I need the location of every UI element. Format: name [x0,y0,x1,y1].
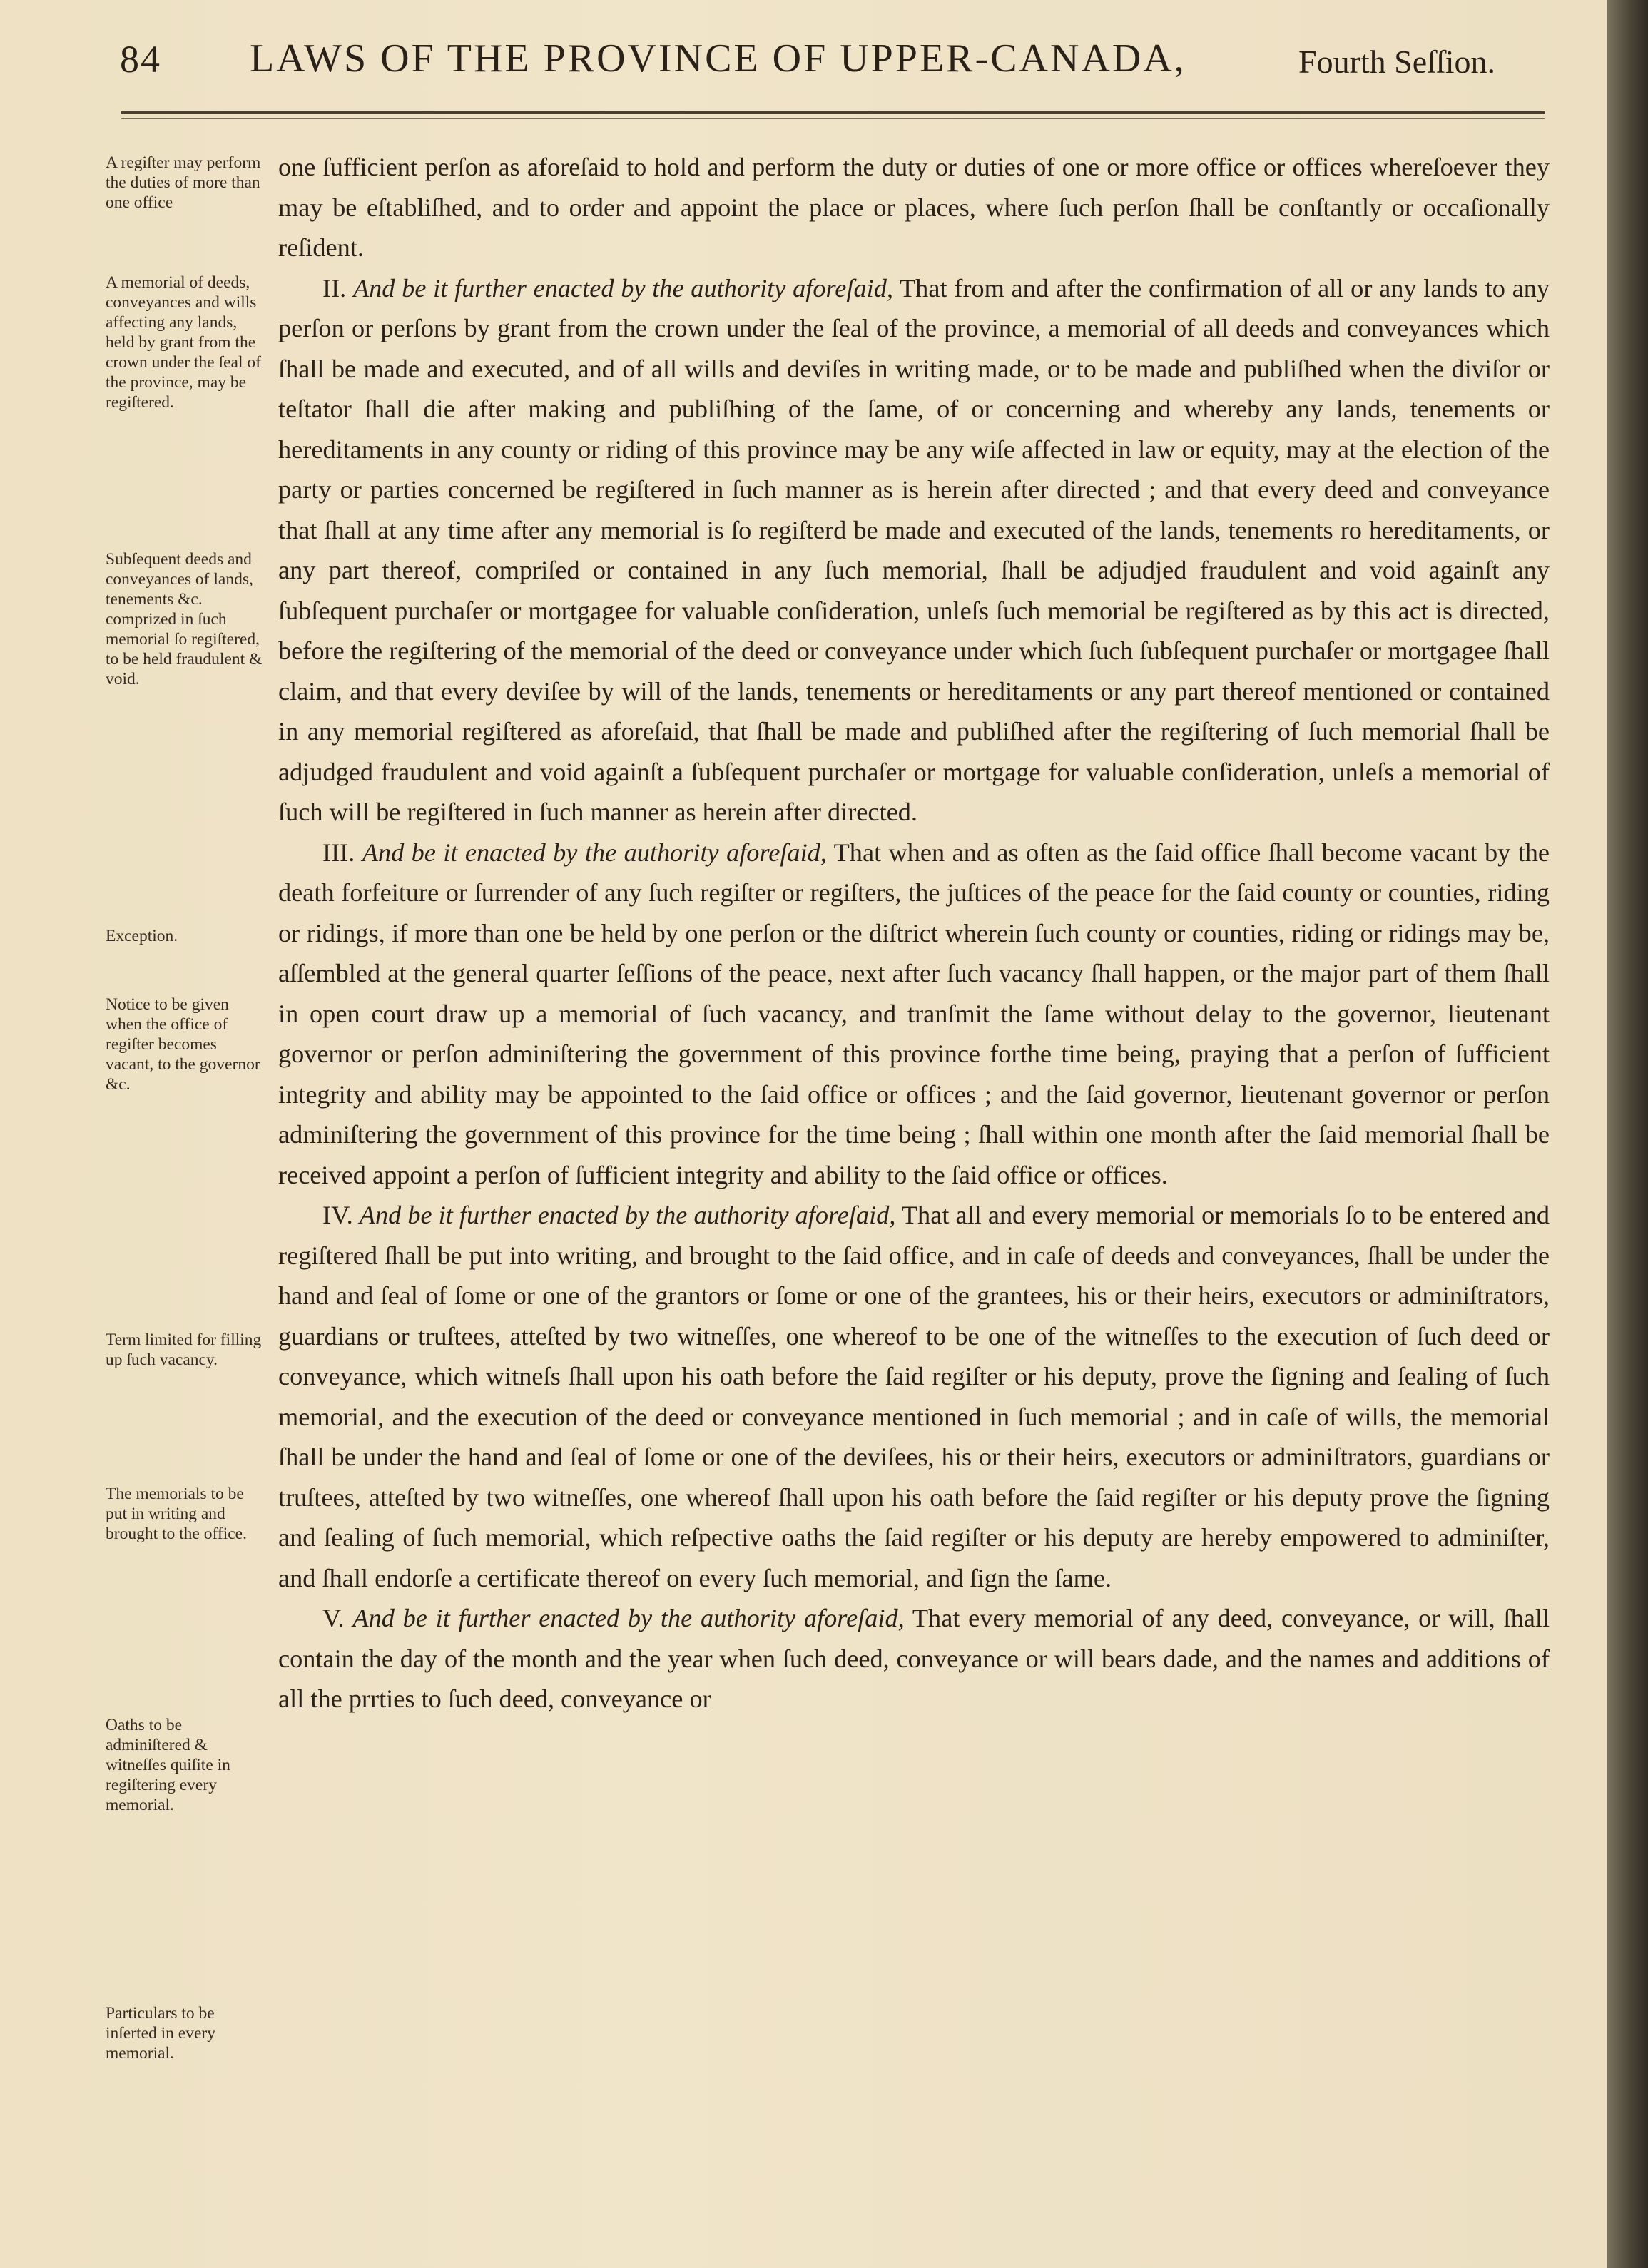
enacting-clause: And be it further enacted by the authority aforeſaid, [352,1604,905,1632]
section-iii [278,833,1550,1196]
section-number: III. [322,838,355,867]
header-rule [121,111,1545,114]
section-v [278,1598,1550,1719]
margin-note-oaths: Oaths to be adminiſtered & witneſſes quiſite in regiſtering every memorial. [106,1716,230,1814]
section-number: V. [322,1604,345,1632]
section-number: IV. [322,1201,353,1229]
margin-note-exception: Exception. [106,927,178,945]
enacting-clause: And be it further enacted by the authority aforeſaid, [359,1201,896,1229]
margin-note-term-limited: Term limited for filling up ſuch vacancy. [106,1331,262,1369]
page-number: 84 [120,38,161,81]
margin-note-particulars: Particulars to be inſerted in every memorial. [106,2004,215,2063]
paragraph-continued [278,147,1550,268]
enacting-clause: And be it enacted by the authority aforeſaid, [362,838,827,867]
section-number: II. [322,273,347,302]
margin-note-memorials-writing: The memorials to be put in writing and brought to the office. [106,1485,247,1543]
page-header [114,31,1541,96]
section-ii [278,268,1550,833]
body-text [278,147,1550,1719]
paragraph-text: That all and every memorial or memorials ſo to be entered and regiſtered ſhall be put into writing, and brought to the ſaid office, and in caſe of deeds and conveyances, ſhall be under the hand and ſeal of ſome or one of the grantors or ſome or one of the grantees, his or their heirs, executors or adminiſtrators, guardians or truſtees, atteſted by two witneſſes, one whereof to be one of the witneſſes to the execution of ſuch deed or conveyance, which witneſs ſhall upon his oath before the ſaid regiſter or his deputy, prove the ſigning and ſealing of ſuch memorial, and the execution of the deed or conveyance mentioned in ſuch memorial ; and in caſe of wills, the memorial ſhall be under the hand and ſeal of ſome or one of the deviſees, his or their heirs, executors or adminiſtrators, guardians or truſtees, atteſted by two witneſſes, one whereof ſhall upon his oath before the ſaid regiſter or his deputy prove the ſigning and ſealing of ſuch memorial, which reſpective oaths the ſaid regiſter or his deputy are hereby empowered to adminiſter, and ſhall endorſe a certificate thereof on every ſuch memorial, and ſign the ſame. [278,1201,1550,1592]
paragraph-text: That every memorial of any deed, conveyance, or will, ſhall contain the day of the month and the year when ſuch deed, conveyance or will bears dade, and the names and additions of all the prrties to ſuch deed, conveyance or [278,1604,1550,1713]
session-label: Fourth Seſſion. [1298,44,1496,80]
margin-note-register-duties: A regiſter may perform the duties of more than one office [106,153,261,212]
paragraph-text: one ſufficient perſon as aforeſaid to hold and perform the duty or duties of one or more office or offices whereſoever they may be eſtabliſhed, and to order and appoint the place or places, where ſuch perſon ſhall be conſtantly or occaſionally reſident. [278,153,1550,262]
paragraph-text: That from and after the confirmation of all or any lands to any perſon or perſons by grant from the crown under the ſeal of the province, a memorial of all deeds and conveyances which ſhall be made and executed, and of all wills and deviſes in writing made, or to be made and publiſhed when the diviſor or teſtator ſhall die after making and publiſhing of the ſame, of or concerning and whereby any lands, tenements or hereditaments in any county or riding of this province may be any wiſe affected in law or equity, may at the election of the party or parties concerned be regiſtered in ſuch manner as is herein after directed ; and that every deed and conveyance that ſhall at any time after any memorial is ſo regiſterd be made and executed of the lands, tenements ro hereditaments, or any part thereof, compriſed or contained in any ſuch memorial, ſhall be adjudjed fraudulent and void againſt any ſubſequent purchaſer or mortgagee for valuable conſideration, unleſs ſuch memorial be regiſtered as by this act is directed, before the regiſtering of the memorial of the deed or conveyance under which ſuch ſubſequent purchaſer or mortgagee ſhall claim, and that every deviſee by will of the lands, tenements or hereditaments or any part thereof mentioned or contained in any memorial regiſtered as aforeſaid, that ſhall be made and publiſhed after the regiſtering of ſuch memorial ſhall be adjudged fraudulent and void againſt a ſubſequent purchaſer or mortgage for valuable conſideration, unleſs a memorial of ſuch will be regiſtered in ſuch manner as herein after directed. [278,273,1550,826]
running-title: LAWS OF THE PROVINCE OF UPPER-CANADA, [250,36,1186,81]
margin-note-subsequent-deeds: Subſequent deeds and conveyances of lands, tenements &c. comprized in ſuch memorial ſo regiſtered, to be held fraudulent & void. [106,550,263,688]
margin-note-notice-vacancy: Notice to be given when the office of regiſter becomes vacant, to the governor &c. [106,995,260,1094]
header-rule-thin [121,118,1545,119]
book-gutter [1607,0,1648,2268]
margin-note-memorial-of-deeds: A memorial of deeds, conveyances and wills affecting any lands, held by grant from the crown under the ſeal of the province, may be regiſtered. [106,273,261,412]
paragraph-text: That when and as often as the ſaid office ſhall become vacant by the death forfeiture or ſurrender of any ſuch regiſter or regiſters, the juſtices of the peace for the ſaid county or counties, riding or ridings, if more than one be held by one perſon or the diſtrict wherein ſuch county or counties, riding or ridings may be, aſſembled at the general quarter ſeſſions of the peace, next after ſuch vacancy ſhall happen, or the major part of them ſhall in open court draw up a memorial of ſuch vacancy, and tranſmit the ſame without delay to the governor, lieutenant governor or perſon adminiſtering the government of this province forthe time being, praying that a perſon of ſufficient integrity and ability may be appointed to the ſaid office or offices ; and the ſaid governor, lieutenant governor or perſon adminiſtering the government of this province for the time being ; ſhall within one month after the ſaid memorial ſhall be received appoint a perſon of ſufficient integrity and ability to the ſaid office or offices. [278,838,1550,1189]
enacting-clause: And be it further enacted by the authority aforeſaid, [352,273,893,302]
section-iv [278,1195,1550,1598]
